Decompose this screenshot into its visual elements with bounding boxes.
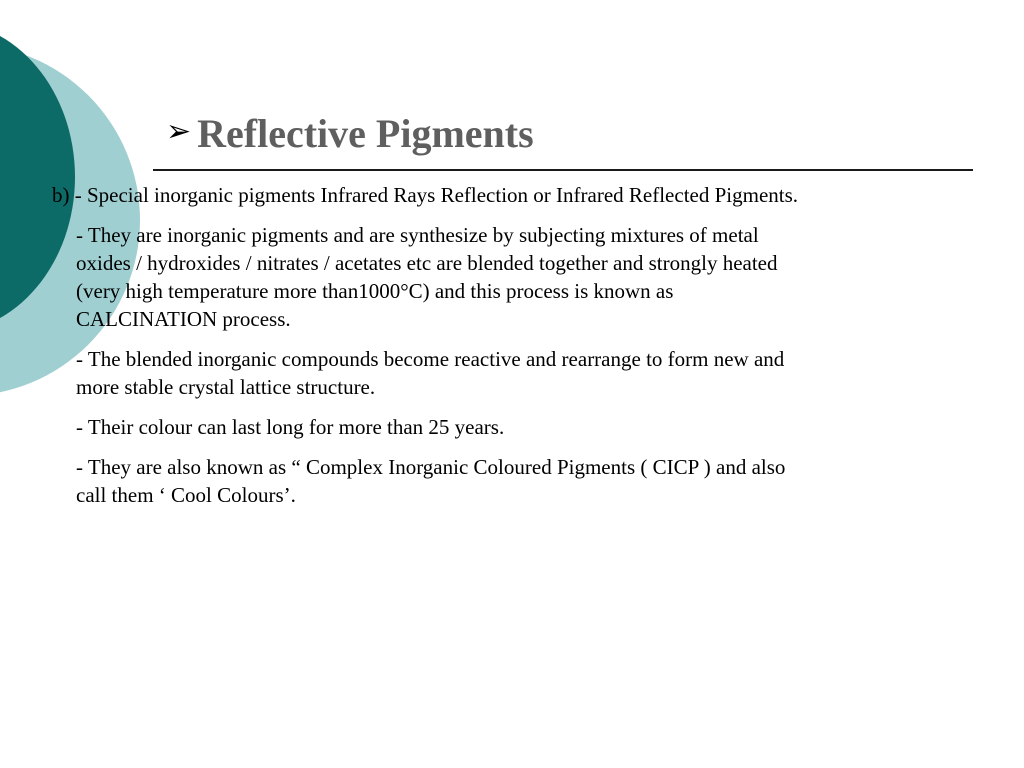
slide-title <box>166 104 534 162</box>
arrow-bullet-icon: ➢ <box>166 114 192 149</box>
list-item-line: - They are also known as “ Complex Inorganic Coloured Pigments ( CICP ) and also <box>76 455 786 479</box>
list-item-line: oxides / hydroxides / nitrates / acetates etc are blended together and strongly heated <box>76 251 778 275</box>
title-underline <box>153 169 973 171</box>
list-item-line: - Their colour can last long for more than 25 years. <box>76 415 505 439</box>
list-item-line: - They are inorganic pigments and are synthesize by subjecting mixtures of metal <box>76 223 759 247</box>
list-item-line: more stable crystal lattice structure. <box>76 375 376 399</box>
list-item-line: - The blended inorganic compounds become reactive and rearrange to form new and <box>76 347 785 371</box>
list-item-line: (very high temperature more than1000°C) and this process is known as <box>76 279 674 303</box>
intro-text: b) - Special inorganic pigments Infrared Rays Reflection or Infrared Reflected Pigments. <box>52 183 799 207</box>
list-item <box>76 221 976 333</box>
list-item-line: CALCINATION process. <box>76 307 291 331</box>
list-item <box>76 413 976 441</box>
list-item <box>76 345 976 401</box>
bullet-list <box>76 221 976 521</box>
list-item-line: call them ‘ Cool Colours’. <box>76 483 296 507</box>
list-item <box>76 453 976 509</box>
slide-title-text: Reflective Pigments <box>197 111 534 156</box>
